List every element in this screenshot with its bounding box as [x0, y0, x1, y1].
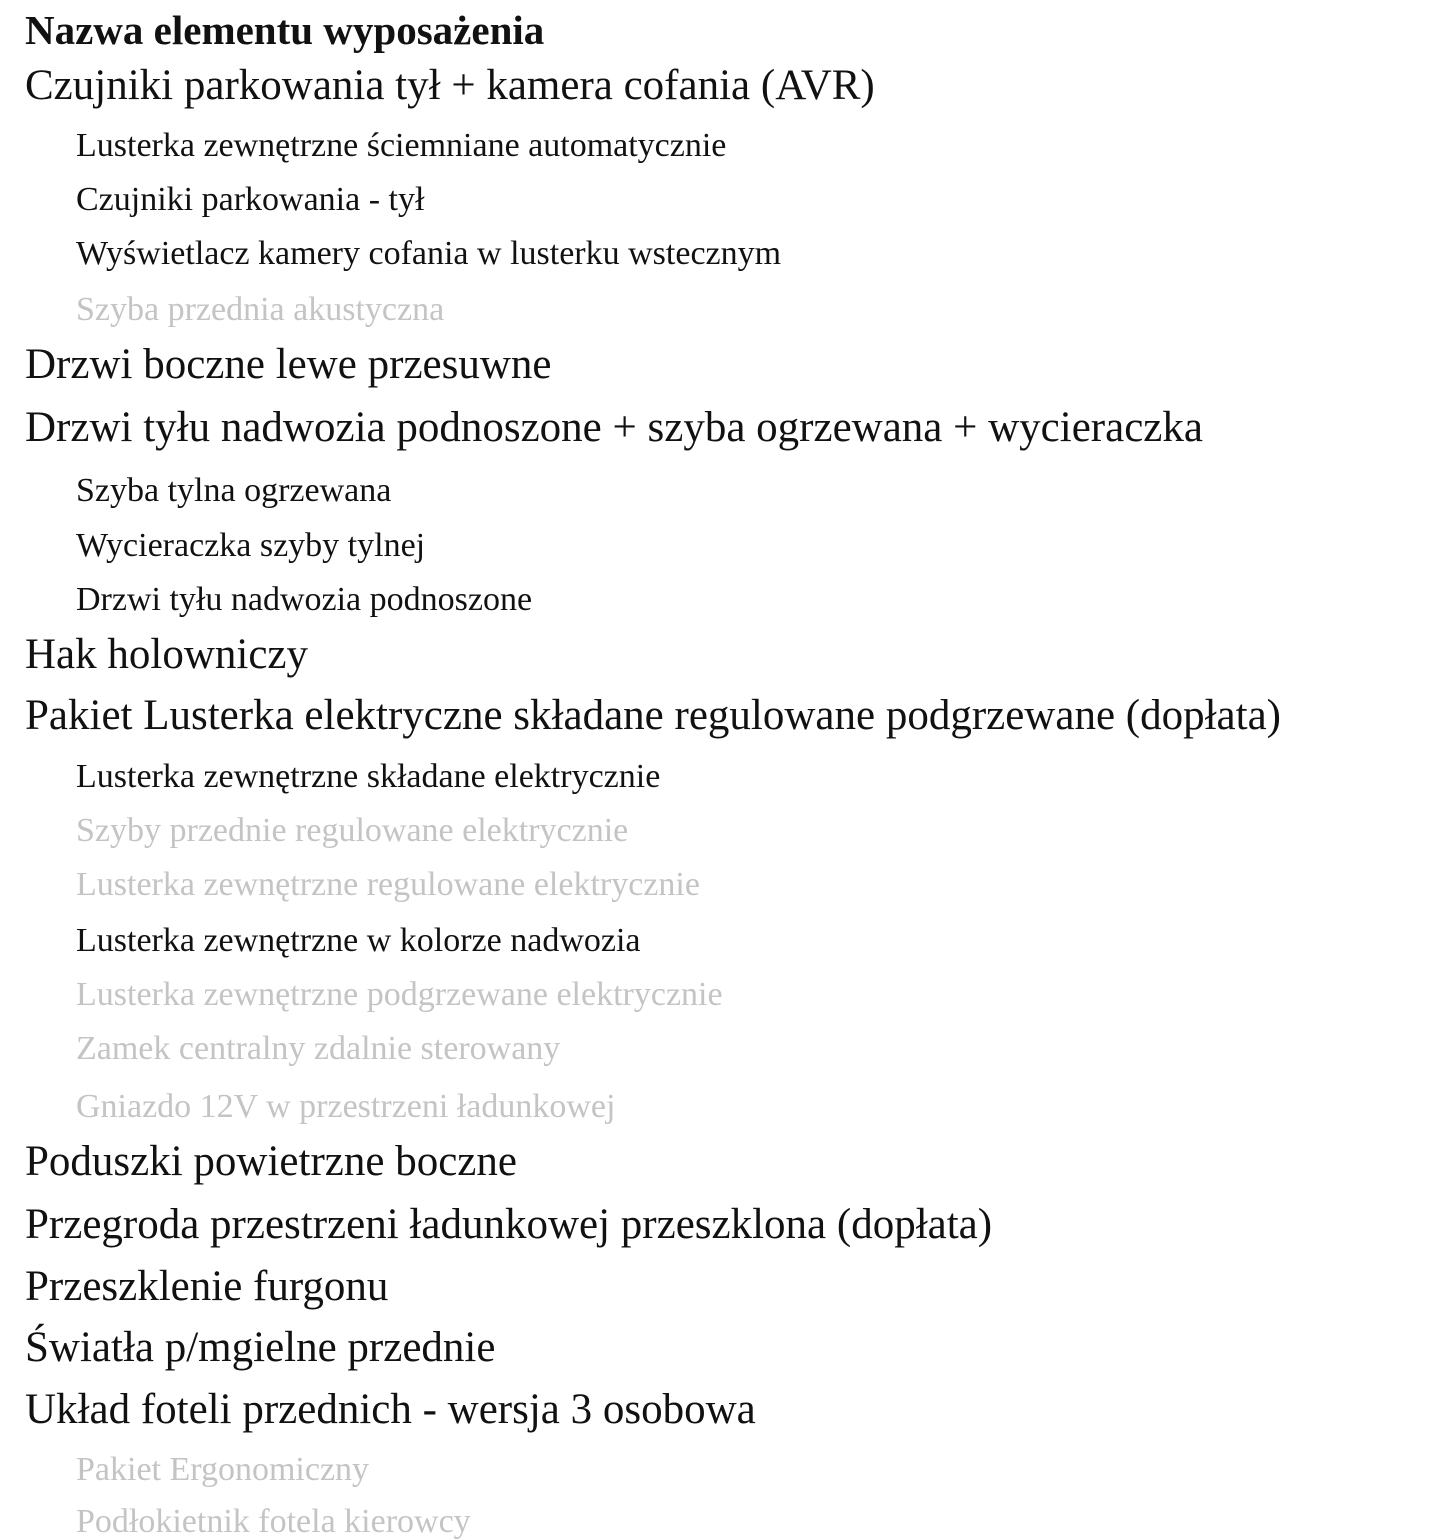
equipment-subitem: Lusterka zewnętrzne podgrzewane elektrycznie — [76, 976, 723, 1014]
equipment-subitem: Lusterka zewnętrzne regulowane elektrycznie — [76, 866, 700, 904]
equipment-item: Pakiet Lusterka elektryczne składane regulowane podgrzewane (dopłata) — [25, 692, 1281, 740]
equipment-item: Przeszklenie furgonu — [25, 1263, 389, 1311]
equipment-subitem: Szyby przednie regulowane elektrycznie — [76, 812, 629, 850]
equipment-subitem: Szyba tylna ogrzewana — [76, 472, 392, 510]
equipment-item: Światła p/mgielne przednie — [25, 1324, 496, 1372]
equipment-item: Czujniki parkowania tył + kamera cofania (AVR) — [25, 62, 875, 110]
equipment-subitem: Wyświetlacz kamery cofania w lusterku wstecznym — [76, 235, 782, 273]
equipment-item: Hak holowniczy — [25, 631, 309, 679]
equipment-subitem: Zamek centralny zdalnie sterowany — [76, 1030, 561, 1068]
equipment-item: Drzwi boczne lewe przesuwne — [25, 341, 552, 389]
equipment-subitem: Czujniki parkowania - tył — [76, 181, 425, 219]
equipment-item: Drzwi tyłu nadwozia podnoszone + szyba ogrzewana + wycieraczka — [25, 404, 1203, 452]
equipment-subitem: Szyba przednia akustyczna — [76, 291, 445, 329]
list-header: Nazwa elementu wyposażenia — [25, 7, 545, 53]
equipment-item: Układ foteli przednich - wersja 3 osobowa — [25, 1386, 756, 1434]
equipment-subitem: Drzwi tyłu nadwozia podnoszone — [76, 581, 533, 619]
equipment-subitem: Lusterka zewnętrzne składane elektrycznie — [76, 758, 661, 796]
equipment-subitem: Pakiet Ergonomiczny — [76, 1451, 370, 1489]
equipment-subitem: Wycieraczka szyby tylnej — [76, 527, 426, 565]
equipment-subitem: Podłokietnik fotela kierowcy — [76, 1503, 471, 1540]
equipment-subitem: Lusterka zewnętrzne ściemniane automatycznie — [76, 127, 727, 165]
equipment-subitem: Gniazdo 12V w przestrzeni ładunkowej — [76, 1088, 616, 1126]
equipment-item: Poduszki powietrzne boczne — [25, 1138, 517, 1186]
equipment-item: Przegroda przestrzeni ładunkowej przeszklona (dopłata) — [25, 1201, 993, 1249]
equipment-subitem: Lusterka zewnętrzne w kolorze nadwozia — [76, 922, 641, 960]
